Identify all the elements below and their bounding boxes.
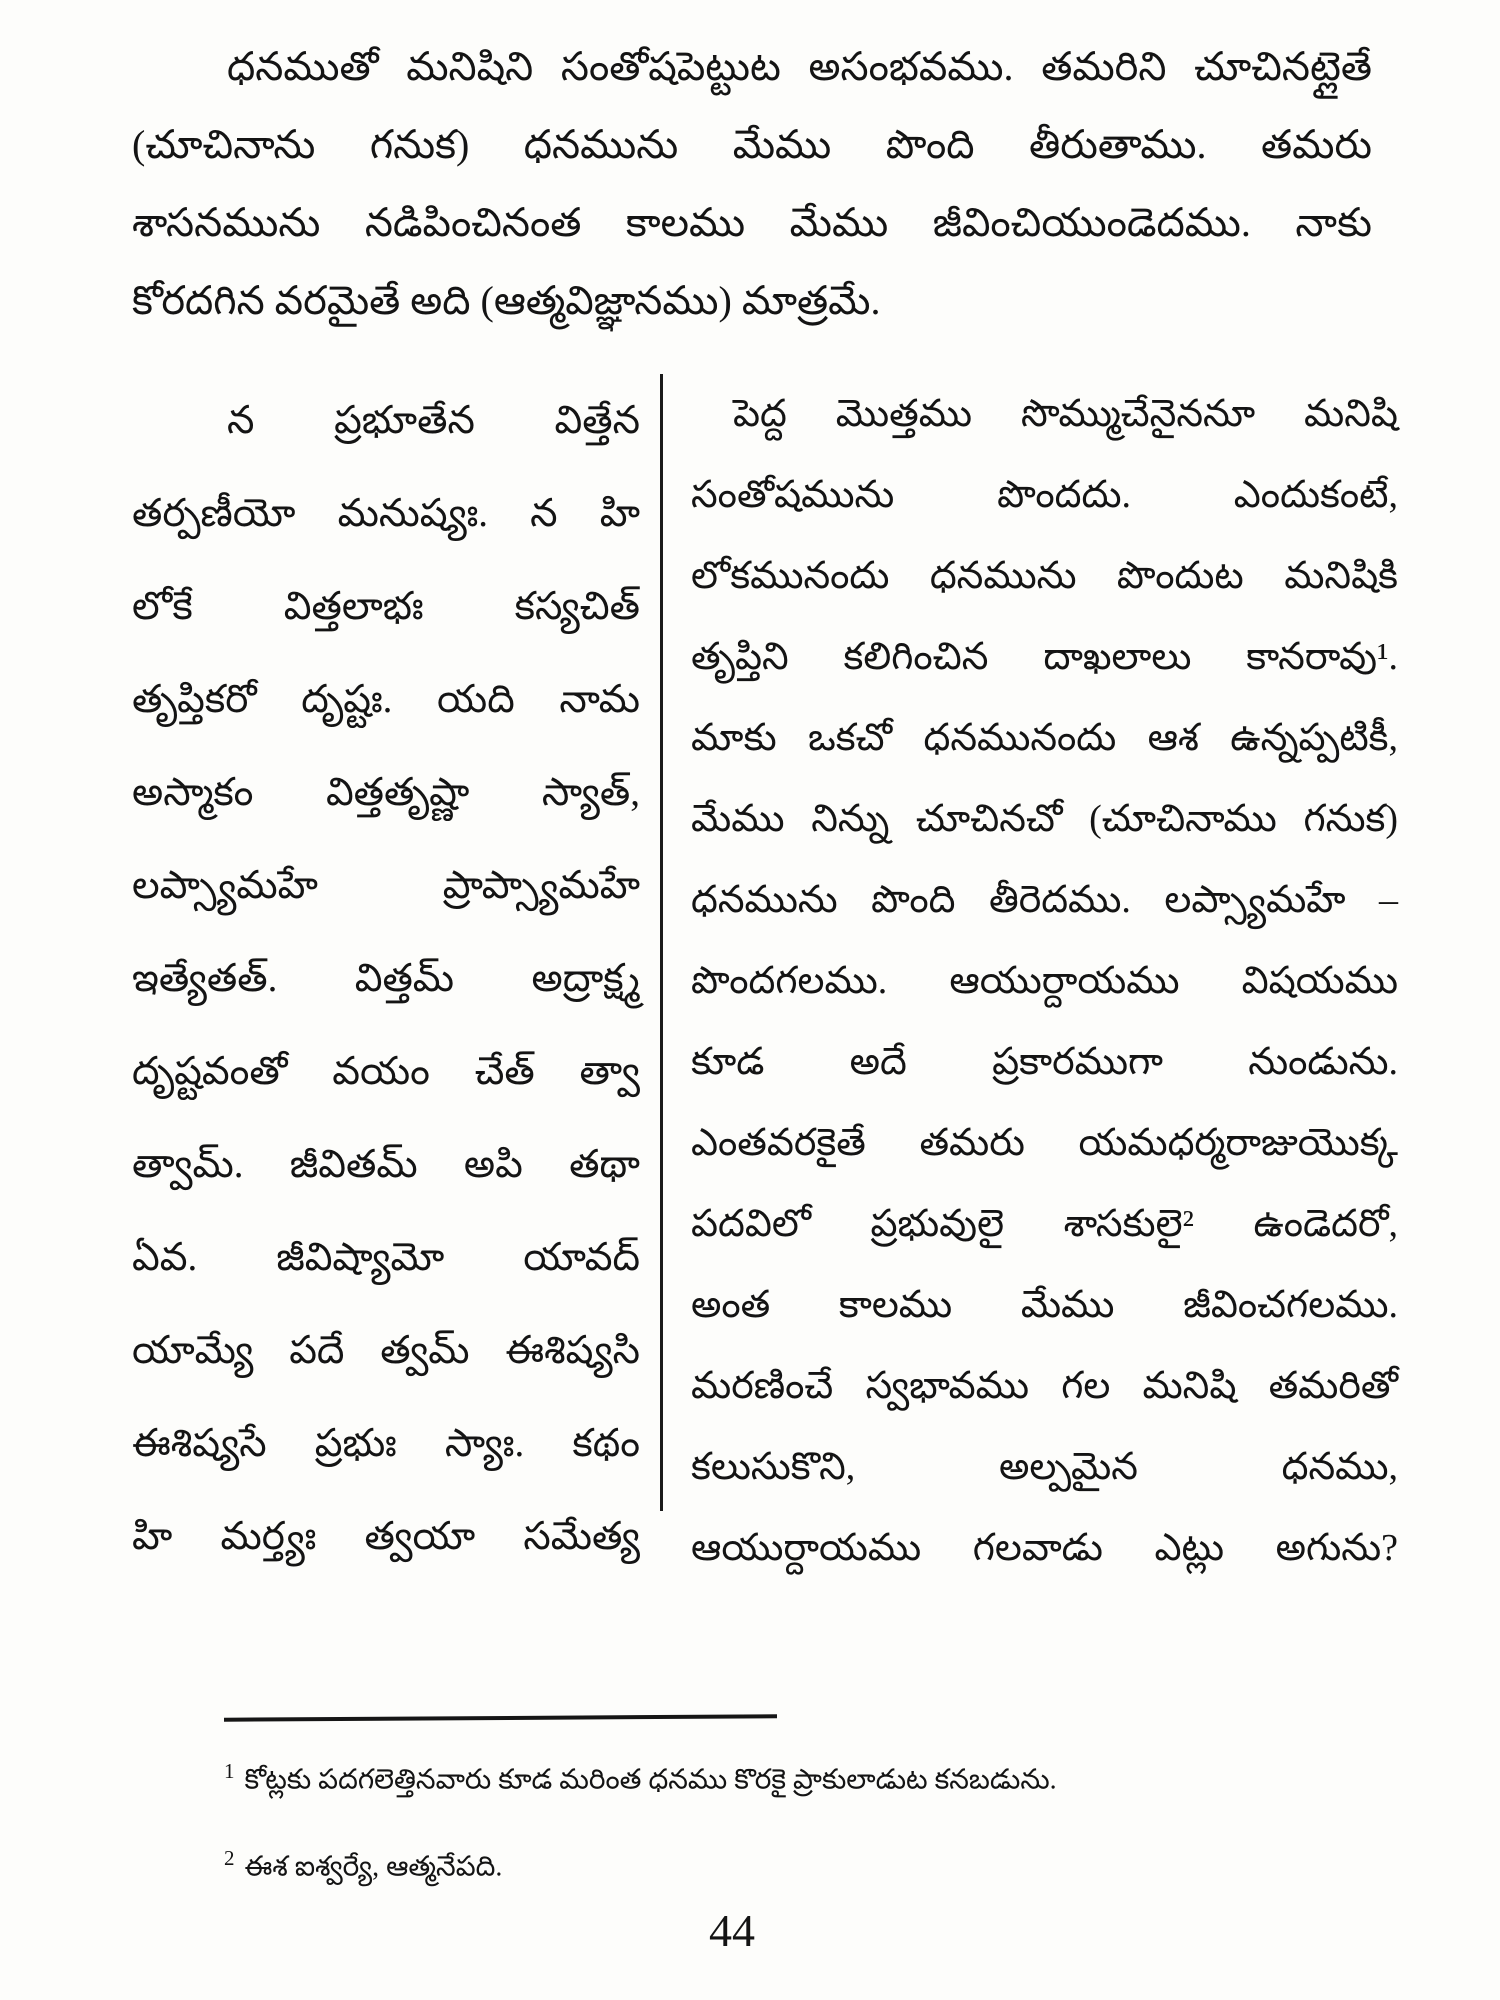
two-column-section	[132, 374, 1398, 1589]
text-line: త్వామ్. జీవితమ్ అపి తథా	[132, 1143, 640, 1186]
footnote	[224, 1748, 1354, 1803]
text-line: తర్పణీయో మనుష్యః. న హి	[132, 492, 640, 535]
text-line: మేము నిన్ను చూచినచో (చూచినాము గనుక)	[691, 798, 1398, 840]
text-line: మాకు ఒకచో ధనమునందు ఆశ ఉన్నప్పటికీ,	[691, 717, 1398, 759]
text-line: ధనముతో మనిషిని సంతోషపెట్టుట అసంభవము. తమరిని చూచినట్లైతే	[227, 44, 1372, 89]
footnote-separator-rule	[224, 1714, 777, 1721]
text-line: ఏవ. జీవిష్యామో యావద్	[132, 1236, 640, 1279]
text-line: తృప్తిని కలిగించిన దాఖలాలు కానరావు¹.	[691, 636, 1398, 678]
right-column-telugu-text	[691, 374, 1398, 1589]
text-line: అంత కాలము మేము జీవించగలము.	[691, 1284, 1398, 1326]
text-line: శాసనమును నడిపించినంత కాలము మేము జీవించియుండెదము. నాకు	[132, 200, 1372, 245]
text-line: సంతోషమును పొందదు. ఎందుకంటే,	[691, 474, 1398, 516]
text-line: పెద్ద మొత్తము సొమ్ముచేనైననూ మనిషి	[733, 393, 1398, 435]
text-line: హి మర్త్యః త్వయా సమేత్య	[132, 1515, 640, 1558]
text-line: న ప్రభూతేన విత్తేన	[227, 399, 640, 442]
text-line: మరణించే స్వభావము గల మనిషి తమరితో	[691, 1365, 1398, 1407]
text-line: పొందగలము. ఆయుర్దాయము విషయము	[691, 960, 1398, 1002]
footnote-marker: 1	[224, 1759, 235, 1783]
text-line: దృష్టవంతో వయం చేత్ త్వా	[132, 1050, 640, 1093]
text-line: (చూచినాను గనుక) ధనమును మేము పొంది తీరుతాము. తమరు	[132, 122, 1372, 167]
text-line: పదవిలో ప్రభువులై శాసకులై² ఉండెదరో,	[691, 1203, 1398, 1245]
text-line: తృప్తికరో దృష్టః. యది నామ	[132, 678, 640, 721]
text-line: కూడ అదే ప్రకారముగా నుండును.	[691, 1041, 1398, 1083]
text-line: అస్మాకం విత్తతృష్ణా స్యాత్,	[132, 771, 640, 814]
column-divider-rule	[660, 374, 663, 1511]
footnote-text: ఈశ ఐశ్వర్యే, ఆత్మనేపది.	[244, 1851, 503, 1883]
text-line: ధనమును పొంది తీరెదము. లప్స్యామహే –	[691, 879, 1398, 921]
text-line: ఈశిష్యసే ప్రభుః స్యాః. కథం	[132, 1422, 640, 1465]
footnotes	[224, 1748, 1354, 1923]
text-line: ఎంతవరకైతే తమరు యమధర్మరాజుయొక్క	[691, 1122, 1398, 1164]
footnote	[224, 1835, 1354, 1890]
text-line: కోరదగిన వరమైతే అది (ఆత్మవిజ్ఞానము) మాత్రమే.	[132, 278, 881, 323]
page-number: 44	[709, 1905, 755, 1956]
text-line: లోకమునందు ధనమును పొందుట మనిషికి	[691, 555, 1398, 597]
footnote-text: కోట్లకు పదగలెత్తినవారు కూడ మరింత ధనము కొరకై ప్రాకులాడుట కనబడును.	[244, 1764, 1057, 1796]
text-line: ఇత్యేతత్. విత్తమ్ అద్రాక్ష్మ	[132, 957, 640, 1000]
text-line: యామ్యే పదే త్వమ్ ఈశిష్యసి	[132, 1329, 640, 1372]
text-line: కలుసుకొని, అల్పమైన ధనము,	[691, 1446, 1398, 1488]
text-line: ఆయుర్దాయము గలవాడు ఎట్లు అగును?	[691, 1527, 1398, 1569]
left-column-sanskrit-text	[132, 374, 640, 1583]
text-line: లప్స్యామహే ప్రాప్స్యామహే	[132, 864, 640, 907]
text-line: లోకే విత్తలాభః కస్యచిత్	[132, 585, 640, 628]
intro-paragraph	[132, 28, 1372, 340]
footnote-marker: 2	[224, 1846, 235, 1871]
